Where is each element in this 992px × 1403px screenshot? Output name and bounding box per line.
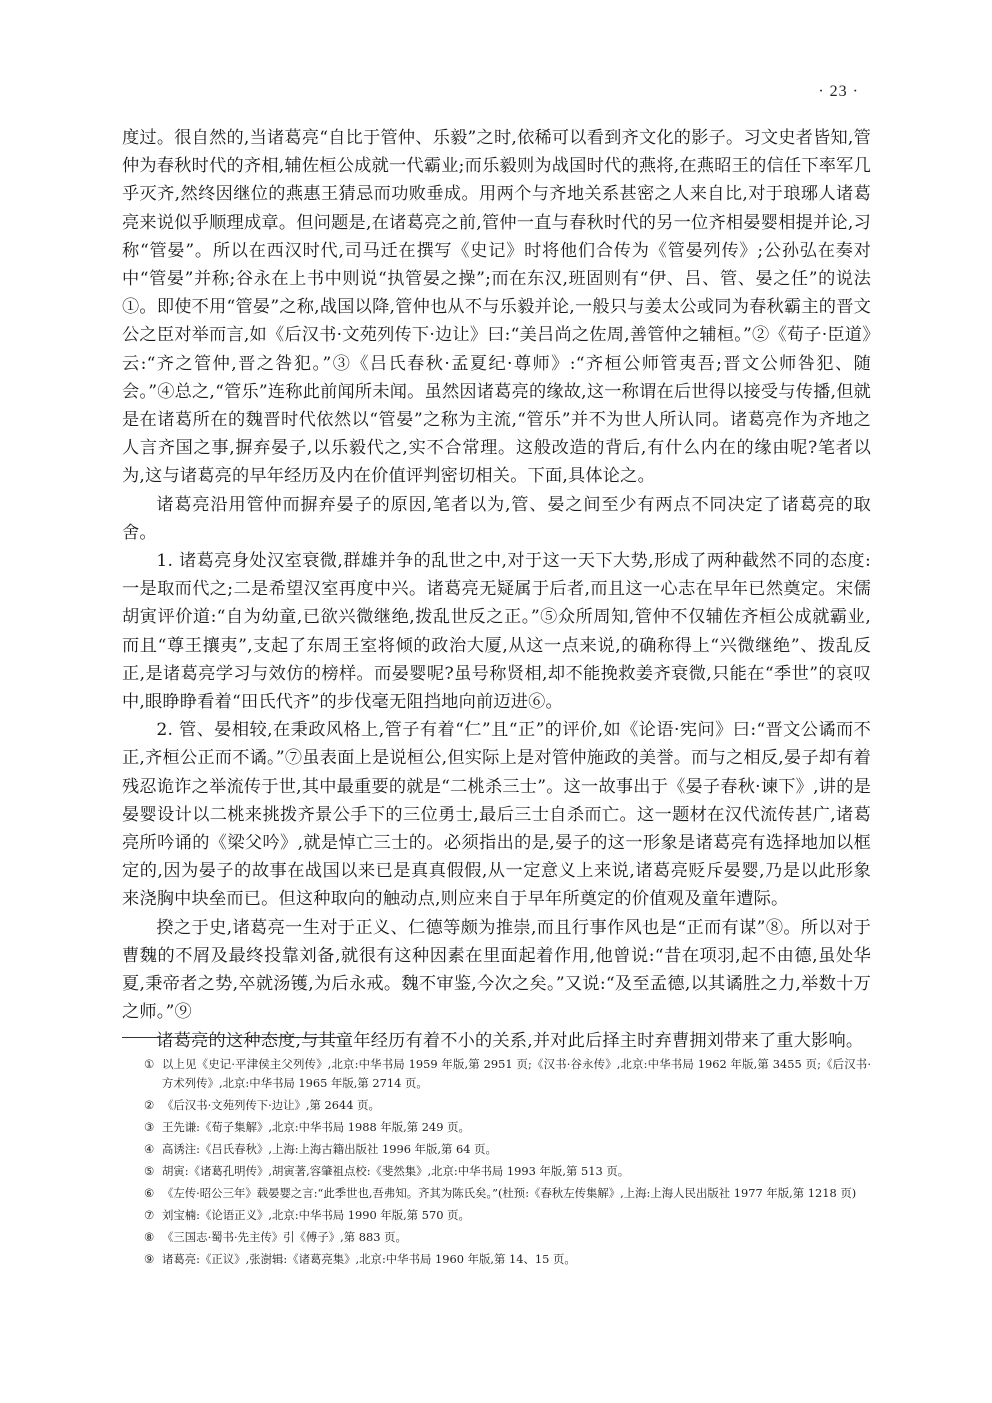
footnote (122, 1250, 871, 1269)
footnote (122, 1118, 871, 1137)
main-text (122, 124, 871, 1055)
footnote-text: 《后汉书·文苑列传下·边让》,第 2644 页。 (162, 1098, 380, 1112)
footnote-text: 刘宝楠:《论语正义》,北京:中华书局 1990 年版,第 570 页。 (162, 1208, 470, 1222)
footnote-mark: ③ (144, 1120, 155, 1134)
footnote-text: 以上见《史记·平津侯主父列传》,北京:中华书局 1959 年版,第 2951 页;《汉书·谷永传》,北京:中华书局 1962 年版,第 3455 页;《后汉书·方术列传》,北京:中华书局 1965 年版,第 2714 页。 (162, 1057, 871, 1090)
paragraph: 揆之于史,诸葛亮一生对于正义、仁德等颇为推崇,而且行事作风也是“正而有谋”⑧。所以对于曹魏的不屑及最终投靠刘备,就很有这种因素在里面起着作用,他曾说:“昔在项羽,起不由德,虽处华夏,秉帝者之势,卒就汤镬,为后永戒。魏不审鉴,今次之矣。”又说:“及至孟德,以其谲胜之力,举数十万之师。”⑨ (122, 917, 871, 1023)
footnote (122, 1096, 871, 1115)
footnote-mark: ⑦ (144, 1208, 155, 1222)
footnote-text: 王先谦:《荀子集解》,北京:中华书局 1988 年版,第 249 页。 (162, 1120, 470, 1134)
paragraph: 1. 诸葛亮身处汉室衰微,群雄并争的乱世之中,对于这一天下大势,形成了两种截然不同的态度:一是取而代之;二是希望汉室再度中兴。诸葛亮无疑属于后者,而且这一心志在早年已然奠定。宋儒胡寅评价道:“自为幼童,已欲兴微继绝,拨乱世反之正。”⑤众所周知,管仲不仅辅佐齐桓公成就霸业,而且“尊王攘夷”,支起了东周王室将倾的政治大厦,从这一点来说,的确称得上“兴微继绝”、拨乱反正,是诸葛亮学习与效仿的榜样。而晏婴呢?虽号称贤相,却不能挽救姜齐衰微,只能在“季世”的哀叹中,眼睁睁看着“田氏代齐”的步伐毫无阻挡地向前迈进⑥。 (122, 551, 871, 713)
footnote-mark: ② (144, 1098, 155, 1112)
footnote (122, 1140, 871, 1159)
footnote-text: 胡寅:《诸葛孔明传》,胡寅著,容肇祖点校:《斐然集》,北京:中华书局 1993 年版,第 513 页。 (162, 1164, 630, 1178)
footnote (122, 1206, 871, 1225)
footnote-mark: ④ (144, 1142, 155, 1156)
paragraph: 诸葛亮的这种态度,与其童年经历有着不小的关系,并对此后择主时弃曹拥刘带来了重大影响。 (156, 1030, 864, 1051)
paragraph: 度过。很自然的,当诸葛亮“自比于管仲、乐毅”之时,依稀可以看到齐文化的影子。习文史者皆知,管仲为春秋时代的齐相,辅佐桓公成就一代霸业;而乐毅则为战国时代的燕将,在燕昭王的信任下率军几乎灭齐,然终因继位的燕惠王猜忌而功败垂成。用两个与齐地关系甚密之人来自比,对于琅琊人诸葛亮来说似乎顺理成章。但问题是,在诸葛亮之前,管仲一直与春秋时代的另一位齐相晏婴相提并论,习称“管晏”。所以在西汉时代,司马迁在撰写《史记》时将他们合传为《管晏列传》;公孙弘在奏对中“管晏”并称;谷永在上书中则说“执管晏之操”;而在东汉,班固则有“伊、吕、管、晏之任”的说法①。即使不用“管晏”之称,战国以降,管仲也从不与乐毅并论,一般只与姜太公或同为春秋霸主的晋文公之臣对举而言,如《后汉书·文苑列传下·边让》曰:“美吕尚之佐周,善管仲之辅桓。”②《荀子·臣道》云:“齐之管仲,晋之咎犯。”③《吕氏春秋·孟夏纪·尊师》:“齐桓公师管夷吾;晋文公师咎犯、随会。”④总之,“管乐”连称此前闻所未闻。虽然因诸葛亮的缘故,这一称谓在后世得以接受与传播,但就是在诸葛所在的魏晋时代依然以“管晏”之称为主流,“管乐”并不为世人所认同。诸葛亮作为齐地之人言齐国之事,摒弃晏子,以乐毅代之,实不合常理。这般改造的背后,有什么内在的缘由呢?笔者以为,这与诸葛亮的早年经历及内在价值评判密切相关。下面,具体论之。 (122, 128, 871, 487)
footnote-mark: ⑤ (144, 1164, 155, 1178)
footnote (122, 1055, 871, 1093)
footnote-divider (122, 1037, 340, 1038)
footnote (122, 1184, 871, 1203)
footnote-text: 高诱注:《吕氏春秋》,上海:上海古籍出版社 1996 年版,第 64 页。 (162, 1142, 497, 1156)
footnote-text: 诸葛亮:《正议》,张澍辑:《诸葛亮集》,北京:中华书局 1960 年版,第 14、15 页。 (162, 1252, 576, 1266)
paragraph: 诸葛亮沿用管仲而摒弃晏子的原因,笔者以为,管、晏之间至少有两点不同决定了诸葛亮的取舍。 (122, 494, 871, 543)
footnote-mark: ⑥ (144, 1186, 155, 1200)
footnote (122, 1162, 871, 1181)
footnotes (122, 1055, 871, 1272)
page-number: · 23 · (818, 83, 859, 100)
footnote-text: 《三国志·蜀书·先主传》引《傅子》,第 883 页。 (162, 1230, 407, 1244)
paragraph: 2. 管、晏相较,在秉政风格上,管子有着“仁”且“正”的评价,如《论语·宪问》曰:“晋文公谲而不正,齐桓公正而不谲。”⑦虽表面上是说桓公,但实际上是对管仲施政的美誉。而与之相反,晏子却有着残忍诡诈之举流传于世,其中最重要的就是“二桃杀三士”。这一故事出于《晏子春秋·谏下》,讲的是晏婴设计以二桃来挑拨齐景公手下的三位勇士,最后三士自杀而亡。这一题材在汉代流传甚广,诸葛亮所吟诵的《梁父吟》,就是悼亡三士的。必须指出的是,晏子的这一形象是诸葛亮有选择地加以框定的,因为晏子的故事在战国以来已是真真假假,从一定意义上来说,诸葛亮贬斥晏婴,乃是以此形象来浇胸中块垒而已。但这种取向的触动点,则应来自于早年所奠定的价值观及童年遭际。 (122, 720, 871, 910)
footnote-mark: ⑨ (144, 1252, 155, 1266)
footnote-mark: ⑧ (144, 1230, 155, 1244)
footnote (122, 1228, 871, 1247)
footnote-mark: ① (144, 1057, 155, 1071)
footnote-text: 《左传·昭公三年》载晏婴之言:“此季世也,吾弗知。齐其为陈氏矣。”(杜预:《春秋左传集解》,上海:上海人民出版社 1977 年版,第 1218 页) (162, 1186, 857, 1200)
